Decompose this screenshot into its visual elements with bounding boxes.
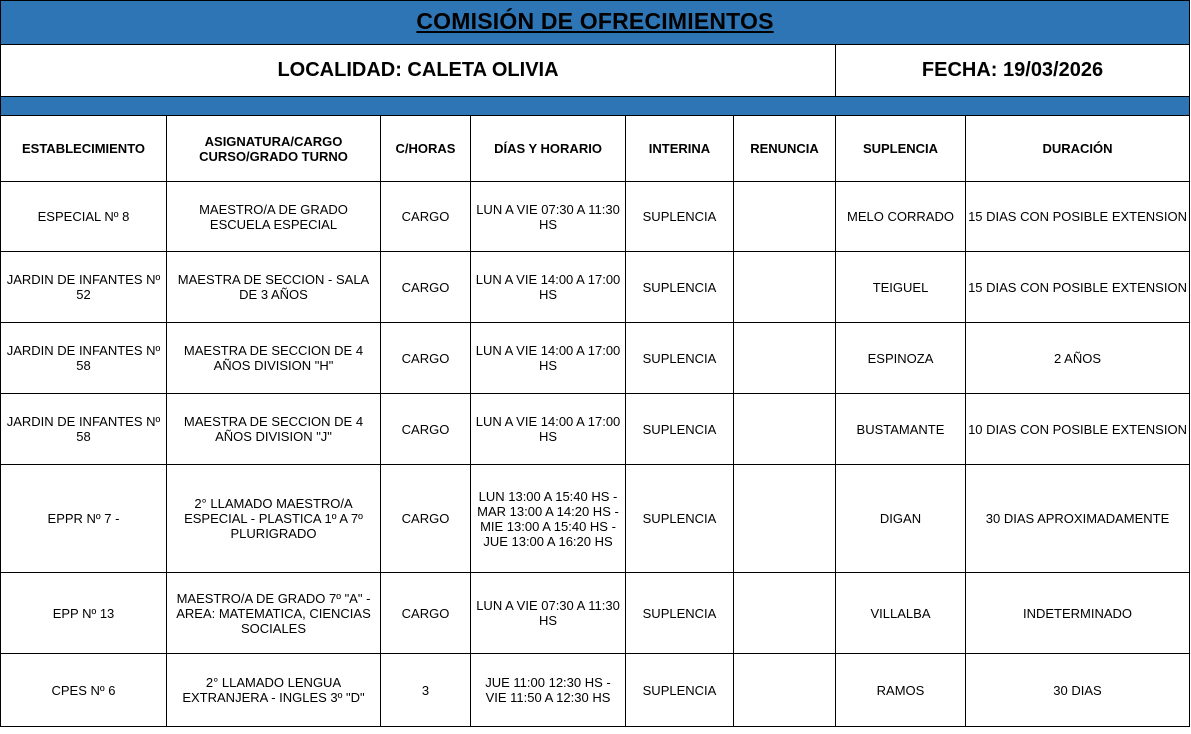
cell-asignatura[interactable]: 2° LLAMADO LENGUA EXTRANJERA - INGLES 3º "D" <box>167 654 381 727</box>
cell-suplencia[interactable]: RAMOS <box>836 654 966 727</box>
cell-interina[interactable]: SUPLENCIA <box>626 182 734 252</box>
cell-duracion[interactable]: 15 DIAS CON POSIBLE EXTENSION <box>966 182 1190 252</box>
cell-establecimiento[interactable]: JARDIN DE INFANTES Nº 58 <box>1 323 167 394</box>
cell-establecimiento[interactable]: JARDIN DE INFANTES Nº 58 <box>1 394 167 465</box>
table-row <box>1 182 1190 252</box>
cell-duracion[interactable]: 2 AÑOS <box>966 323 1190 394</box>
cell-suplencia[interactable]: VILLALBA <box>836 573 966 654</box>
header-asignatura[interactable]: ASIGNATURA/CARGO CURSO/GRADO TURNO <box>167 116 381 182</box>
cell-suplencia[interactable]: BUSTAMANTE <box>836 394 966 465</box>
cell-asignatura[interactable]: MAESTRA DE SECCION - SALA DE 3 AÑOS <box>167 252 381 323</box>
cell-establecimiento[interactable]: EPP Nº 13 <box>1 573 167 654</box>
cell-duracion[interactable]: INDETERMINADO <box>966 573 1190 654</box>
cell-horas[interactable]: CARGO <box>381 573 471 654</box>
cell-asignatura[interactable]: 2° LLAMADO MAESTRO/A ESPECIAL - PLASTICA 1º A 7º PLURIGRADO <box>167 465 381 573</box>
cell-asignatura[interactable]: MAESTRA DE SECCION DE 4 AÑOS DIVISION "H" <box>167 323 381 394</box>
cell-establecimiento[interactable]: CPES Nº 6 <box>1 654 167 727</box>
fecha-cell[interactable]: FECHA: 19/03/2026 <box>836 45 1190 97</box>
header-establecimiento[interactable]: ESTABLECIMIENTO <box>1 116 167 182</box>
cell-dias-horario[interactable]: LUN A VIE 14:00 A 17:00 HS <box>471 252 626 323</box>
cell-suplencia[interactable]: MELO CORRADO <box>836 182 966 252</box>
table-row <box>1 654 1190 727</box>
cell-renuncia[interactable] <box>734 573 836 654</box>
table-row <box>1 465 1190 573</box>
table-row <box>1 252 1190 323</box>
cell-dias-horario[interactable]: LUN A VIE 14:00 A 17:00 HS <box>471 323 626 394</box>
cell-renuncia[interactable] <box>734 654 836 727</box>
separator-cell[interactable] <box>1 97 1190 116</box>
cell-dias-horario[interactable]: LUN A VIE 07:30 A 11:30 HS <box>471 182 626 252</box>
cell-duracion[interactable]: 30 DIAS APROXIMADAMENTE <box>966 465 1190 573</box>
table-row <box>1 323 1190 394</box>
cell-renuncia[interactable] <box>734 182 836 252</box>
header-suplencia[interactable]: SUPLENCIA <box>836 116 966 182</box>
cell-renuncia[interactable] <box>734 252 836 323</box>
cell-duracion[interactable]: 10 DIAS CON POSIBLE EXTENSION <box>966 394 1190 465</box>
cell-suplencia[interactable]: DIGAN <box>836 465 966 573</box>
location-row <box>1 45 1190 97</box>
cell-suplencia[interactable]: TEIGUEL <box>836 252 966 323</box>
header-interina[interactable]: INTERINA <box>626 116 734 182</box>
cell-asignatura[interactable]: MAESTRA DE SECCION DE 4 AÑOS DIVISION "J" <box>167 394 381 465</box>
cell-dias-horario[interactable]: LUN 13:00 A 15:40 HS - MAR 13:00 A 14:20 HS - MIE 13:00 A 15:40 HS - JUE 13:00 A 16:20 HS <box>471 465 626 573</box>
header-dias-horario[interactable]: DÍAS Y HORARIO <box>471 116 626 182</box>
cell-horas[interactable]: CARGO <box>381 465 471 573</box>
cell-asignatura[interactable]: MAESTRO/A DE GRADO 7º "A" - AREA: MATEMATICA, CIENCIAS SOCIALES <box>167 573 381 654</box>
page-title: COMISIÓN DE OFRECIMIENTOS <box>416 7 774 34</box>
header-duracion[interactable]: DURACIÓN <box>966 116 1190 182</box>
cell-dias-horario[interactable]: JUE 11:00 12:30 HS - VIE 11:50 A 12:30 HS <box>471 654 626 727</box>
cell-horas[interactable]: 3 <box>381 654 471 727</box>
cell-renuncia[interactable] <box>734 323 836 394</box>
table-row <box>1 573 1190 654</box>
title-row <box>1 1 1190 45</box>
cell-renuncia[interactable] <box>734 394 836 465</box>
header-renuncia[interactable]: RENUNCIA <box>734 116 836 182</box>
header-row <box>1 116 1190 182</box>
cell-establecimiento[interactable]: ESPECIAL Nº 8 <box>1 182 167 252</box>
table-row <box>1 394 1190 465</box>
cell-duracion[interactable]: 30 DIAS <box>966 654 1190 727</box>
cell-interina[interactable]: SUPLENCIA <box>626 573 734 654</box>
cell-horas[interactable]: CARGO <box>381 252 471 323</box>
cell-dias-horario[interactable]: LUN A VIE 07:30 A 11:30 HS <box>471 573 626 654</box>
cell-interina[interactable]: SUPLENCIA <box>626 654 734 727</box>
cell-suplencia[interactable]: ESPINOZA <box>836 323 966 394</box>
cell-duracion[interactable]: 15 DIAS CON POSIBLE EXTENSION <box>966 252 1190 323</box>
cell-interina[interactable]: SUPLENCIA <box>626 465 734 573</box>
cell-asignatura[interactable]: MAESTRO/A DE GRADO ESCUELA ESPECIAL <box>167 182 381 252</box>
separator-band <box>1 97 1190 116</box>
cell-horas[interactable]: CARGO <box>381 323 471 394</box>
header-horas[interactable]: C/HORAS <box>381 116 471 182</box>
cell-establecimiento[interactable]: EPPR Nº 7 - <box>1 465 167 573</box>
cell-interina[interactable]: SUPLENCIA <box>626 323 734 394</box>
title-cell[interactable] <box>1 1 1190 45</box>
cell-dias-horario[interactable]: LUN A VIE 14:00 A 17:00 HS <box>471 394 626 465</box>
cell-horas[interactable]: CARGO <box>381 182 471 252</box>
cell-interina[interactable]: SUPLENCIA <box>626 252 734 323</box>
cell-renuncia[interactable] <box>734 465 836 573</box>
cell-horas[interactable]: CARGO <box>381 394 471 465</box>
localidad-cell[interactable]: LOCALIDAD: CALETA OLIVIA <box>1 45 836 97</box>
cell-establecimiento[interactable]: JARDIN DE INFANTES Nº 52 <box>1 252 167 323</box>
cell-interina[interactable]: SUPLENCIA <box>626 394 734 465</box>
